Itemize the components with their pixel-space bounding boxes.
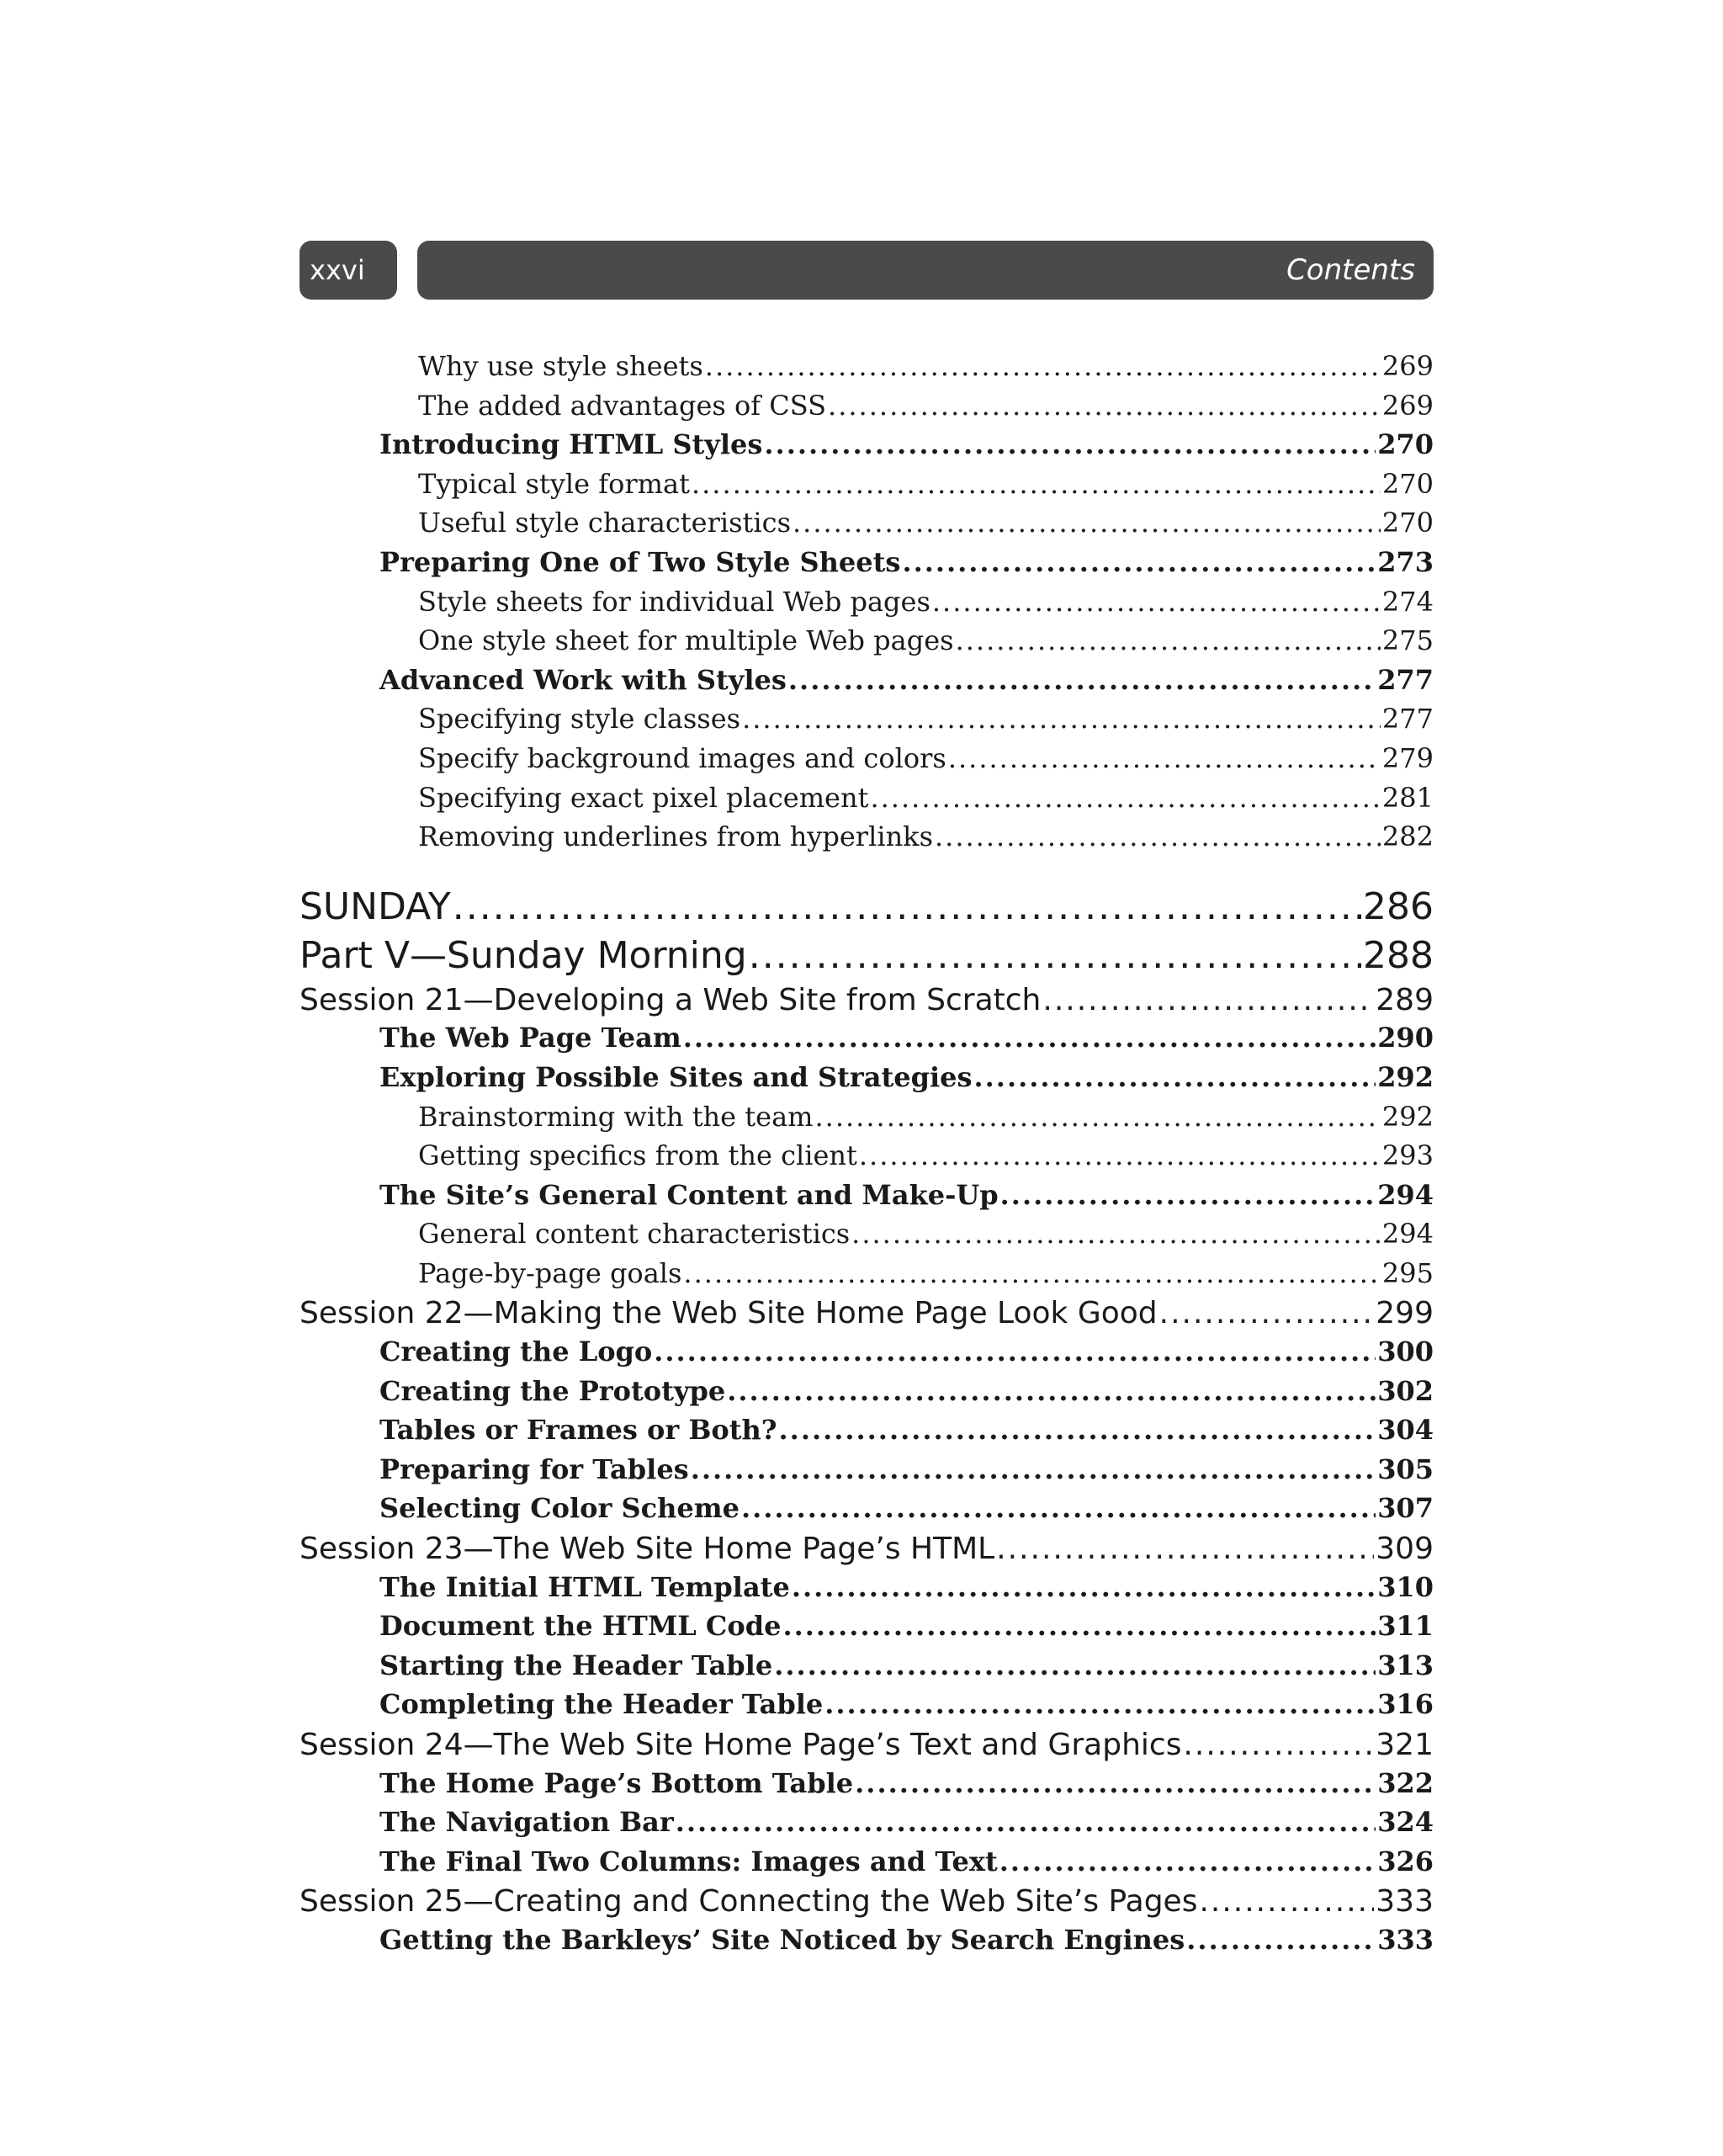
toc-entry-page: 313 xyxy=(1377,1649,1434,1681)
toc-entry-page: 282 xyxy=(1381,820,1434,853)
toc-entry-title: The Initial HTML Template xyxy=(379,1570,790,1603)
toc-entry xyxy=(300,983,1434,1022)
toc-entry-title: Getting the Barkleys’ Site Noticed by Search Engines xyxy=(379,1923,1185,1956)
dot-leader xyxy=(683,1257,1381,1289)
toc-entry xyxy=(300,1061,1434,1101)
toc-entry-title: The added advantages of CSS xyxy=(418,389,827,422)
toc-entry-title: Specifying style classes xyxy=(418,703,741,735)
toc-entry-title: Style sheets for individual Web pages xyxy=(418,585,930,618)
toc-list-top xyxy=(300,350,1434,860)
toc-entry xyxy=(300,428,1434,468)
toc-entry xyxy=(300,586,1434,625)
toc-entry-page: 321 xyxy=(1376,1728,1434,1762)
toc-entry-page: 309 xyxy=(1376,1532,1434,1567)
toc-entry xyxy=(300,1218,1434,1257)
dot-leader xyxy=(782,1610,1376,1642)
toc-entry-page: 277 xyxy=(1377,663,1434,696)
toc-entry-page: 326 xyxy=(1377,1845,1434,1877)
dot-leader xyxy=(932,586,1381,618)
toc-entry xyxy=(300,1532,1434,1571)
toc-entry-page: 302 xyxy=(1377,1374,1434,1407)
dot-leader xyxy=(741,1492,1376,1524)
toc-entry-page: 292 xyxy=(1381,1100,1434,1133)
dot-leader xyxy=(764,428,1376,460)
toc-entry xyxy=(300,1336,1434,1375)
toc-entry-title: Document the HTML Code xyxy=(379,1610,782,1643)
toc-entry-title: Exploring Possible Sites and Strategies xyxy=(379,1060,973,1093)
toc-entry xyxy=(300,934,1434,983)
dot-leader xyxy=(779,1414,1376,1446)
dot-leader xyxy=(788,664,1376,696)
toc-entry-title: Useful style characteristics xyxy=(418,507,791,539)
page-header xyxy=(300,241,1434,300)
toc-entry-title: Starting the Header Table xyxy=(379,1649,773,1681)
toc-entry-title: Creating the Logo xyxy=(379,1336,653,1368)
toc-entry xyxy=(300,703,1434,742)
toc-entry xyxy=(300,624,1434,664)
dot-leader xyxy=(996,1532,1374,1566)
toc-entry xyxy=(300,1728,1434,1767)
toc-entry-page: 307 xyxy=(1377,1492,1434,1525)
toc-entry xyxy=(300,1101,1434,1140)
toc-list-bottom xyxy=(300,885,1434,1963)
toc-entry-page: 294 xyxy=(1381,1218,1434,1251)
dot-leader xyxy=(824,1688,1376,1720)
toc-entry-title: Selecting Color Scheme xyxy=(379,1492,740,1525)
toc-entry xyxy=(300,664,1434,704)
toc-entry-page: 269 xyxy=(1381,350,1434,382)
dot-leader xyxy=(774,1649,1376,1681)
toc-entry xyxy=(300,1924,1434,1963)
toc-entry-title: Advanced Work with Styles xyxy=(379,663,787,696)
toc-entry xyxy=(300,390,1434,429)
toc-entry-page: 290 xyxy=(1377,1022,1434,1054)
toc-entry-page: 292 xyxy=(1377,1060,1434,1093)
toc-entry-page: 269 xyxy=(1381,389,1434,422)
toc-entry xyxy=(300,782,1434,821)
toc-entry-page: 324 xyxy=(1377,1806,1434,1839)
toc-entry xyxy=(300,1806,1434,1845)
dot-leader xyxy=(742,703,1381,735)
toc-entry-title: Brainstorming with the team xyxy=(418,1100,814,1133)
dot-leader xyxy=(792,1571,1376,1603)
toc-entry xyxy=(300,1022,1434,1061)
toc-entry-title: General content characteristics xyxy=(418,1218,851,1251)
toc-entry-title: Typical style format xyxy=(418,467,690,500)
toc-entry-page: 288 xyxy=(1363,933,1434,977)
toc-entry-page: 305 xyxy=(1377,1452,1434,1485)
toc-entry-title: Session 24—The Web Site Home Page’s Text and Graphics xyxy=(300,1728,1182,1762)
toc-entry-title: SUNDAY xyxy=(300,884,451,928)
dot-leader xyxy=(851,1218,1381,1250)
dot-leader xyxy=(999,1845,1376,1877)
toc-entry-title: The Final Two Columns: Images and Text xyxy=(379,1845,998,1877)
toc-entry-page: 295 xyxy=(1381,1256,1434,1289)
dot-leader xyxy=(691,1453,1376,1485)
toc-entry-title: Removing underlines from hyperlinks xyxy=(418,820,933,853)
toc-entry xyxy=(300,1571,1434,1611)
dot-leader xyxy=(948,742,1381,774)
dot-leader xyxy=(855,1767,1376,1799)
dot-leader xyxy=(870,782,1380,814)
toc-entry xyxy=(300,1453,1434,1493)
dot-leader xyxy=(859,1139,1381,1171)
toc-entry xyxy=(300,507,1434,546)
toc-entry xyxy=(300,1257,1434,1297)
page-number: xxvi xyxy=(300,241,397,300)
toc-entry-title: Introducing HTML Styles xyxy=(379,428,763,461)
toc-entry xyxy=(300,1179,1434,1219)
dot-leader xyxy=(1183,1728,1374,1762)
toc-entry-page: 270 xyxy=(1381,467,1434,500)
toc-entry-page: 322 xyxy=(1377,1766,1434,1799)
dot-leader xyxy=(654,1336,1376,1367)
section-spacer xyxy=(300,860,1434,885)
toc-entry-page: 311 xyxy=(1377,1610,1434,1643)
dot-leader xyxy=(828,390,1381,422)
dot-leader xyxy=(1042,983,1374,1017)
toc-entry-title: Preparing One of Two Style Sheets xyxy=(379,545,901,578)
dot-leader xyxy=(1199,1884,1374,1919)
toc-entry xyxy=(300,1414,1434,1453)
dot-leader xyxy=(1000,1179,1376,1211)
toc-entry xyxy=(300,546,1434,586)
toc-entry xyxy=(300,1845,1434,1885)
toc-entry-page: 300 xyxy=(1377,1336,1434,1368)
toc-entry-page: 293 xyxy=(1381,1139,1434,1172)
toc-entry xyxy=(300,1767,1434,1807)
toc-entry xyxy=(300,820,1434,860)
toc-entry-title: The Site’s General Content and Make-Up xyxy=(379,1178,999,1211)
toc-entry-title: One style sheet for multiple Web pages xyxy=(418,624,954,657)
toc-entry-title: Specify background images and colors xyxy=(418,741,946,774)
toc-entry-page: 286 xyxy=(1363,884,1434,928)
dot-leader xyxy=(727,1375,1376,1407)
toc-entry-title: Why use style sheets xyxy=(418,350,703,382)
toc-entry xyxy=(300,1296,1434,1336)
dot-leader xyxy=(1159,1296,1375,1330)
toc-entry-page: 294 xyxy=(1377,1178,1434,1211)
toc-entry-page: 270 xyxy=(1381,507,1434,539)
toc-entry-title: The Navigation Bar xyxy=(379,1806,674,1839)
toc-entry xyxy=(300,742,1434,782)
toc-entry-title: Specifying exact pixel placement xyxy=(418,781,869,814)
dot-leader xyxy=(453,885,1361,928)
dot-leader xyxy=(814,1101,1380,1133)
toc-entry-title: Preparing for Tables xyxy=(379,1452,689,1485)
dot-leader xyxy=(974,1061,1376,1093)
toc-entry-title: The Web Page Team xyxy=(379,1022,681,1054)
dot-leader xyxy=(692,468,1381,500)
toc-entry-title: Completing the Header Table xyxy=(379,1688,824,1721)
toc-entry-page: 274 xyxy=(1381,585,1434,618)
toc-entry xyxy=(300,468,1434,507)
dot-leader xyxy=(956,624,1381,656)
toc-entry-page: 275 xyxy=(1381,624,1434,657)
toc-entry-page: 304 xyxy=(1377,1414,1434,1447)
toc-entry xyxy=(300,1649,1434,1689)
dot-leader xyxy=(749,934,1361,977)
toc-entry-page: 316 xyxy=(1377,1688,1434,1721)
toc-entry-page: 270 xyxy=(1377,428,1434,461)
toc-entry-title: Page-by-page goals xyxy=(418,1256,682,1289)
toc-entry xyxy=(300,1610,1434,1649)
dot-leader xyxy=(676,1806,1376,1838)
dot-leader xyxy=(683,1022,1376,1054)
toc-entry xyxy=(300,1688,1434,1728)
dot-leader xyxy=(793,507,1381,539)
running-title: Contents xyxy=(417,241,1434,300)
dot-leader xyxy=(902,546,1376,578)
toc-entry-title: Part V—Sunday Morning xyxy=(300,933,747,977)
dot-leader xyxy=(1186,1924,1376,1956)
toc-entry-title: Tables or Frames or Both? xyxy=(379,1414,777,1447)
dot-leader xyxy=(935,820,1381,852)
toc-entry-page: 333 xyxy=(1377,1923,1434,1956)
toc-entry xyxy=(300,350,1434,390)
toc-entry-title: Session 22—Making the Web Site Home Page Look Good xyxy=(300,1296,1158,1331)
toc-entry-page: 281 xyxy=(1381,781,1434,814)
toc-entry-title: Session 21—Developing a Web Site from Scratch xyxy=(300,982,1042,1017)
toc-entry-title: Session 23—The Web Site Home Page’s HTML xyxy=(300,1532,995,1567)
toc-entry-title: The Home Page’s Bottom Table xyxy=(379,1766,854,1799)
toc-entry-page: 310 xyxy=(1377,1570,1434,1603)
toc-entry xyxy=(300,1139,1434,1179)
toc-entry-page: 273 xyxy=(1377,545,1434,578)
toc-entry xyxy=(300,1884,1434,1924)
toc-entry xyxy=(300,1375,1434,1415)
toc-entry-title: Creating the Prototype xyxy=(379,1374,726,1407)
contents-page xyxy=(300,241,1434,1963)
toc-entry-page: 299 xyxy=(1376,1296,1434,1331)
toc-entry-page: 333 xyxy=(1376,1884,1434,1920)
toc-entry-page: 279 xyxy=(1381,741,1434,774)
toc-entry xyxy=(300,1492,1434,1532)
toc-entry-title: Getting specifics from the client xyxy=(418,1139,857,1172)
toc-entry xyxy=(300,885,1434,934)
dot-leader xyxy=(705,350,1381,382)
toc-entry-page: 289 xyxy=(1376,982,1434,1017)
toc-entry-title: Session 25—Creating and Connecting the Web Site’s Pages xyxy=(300,1884,1198,1920)
toc-entry-page: 277 xyxy=(1381,703,1434,735)
